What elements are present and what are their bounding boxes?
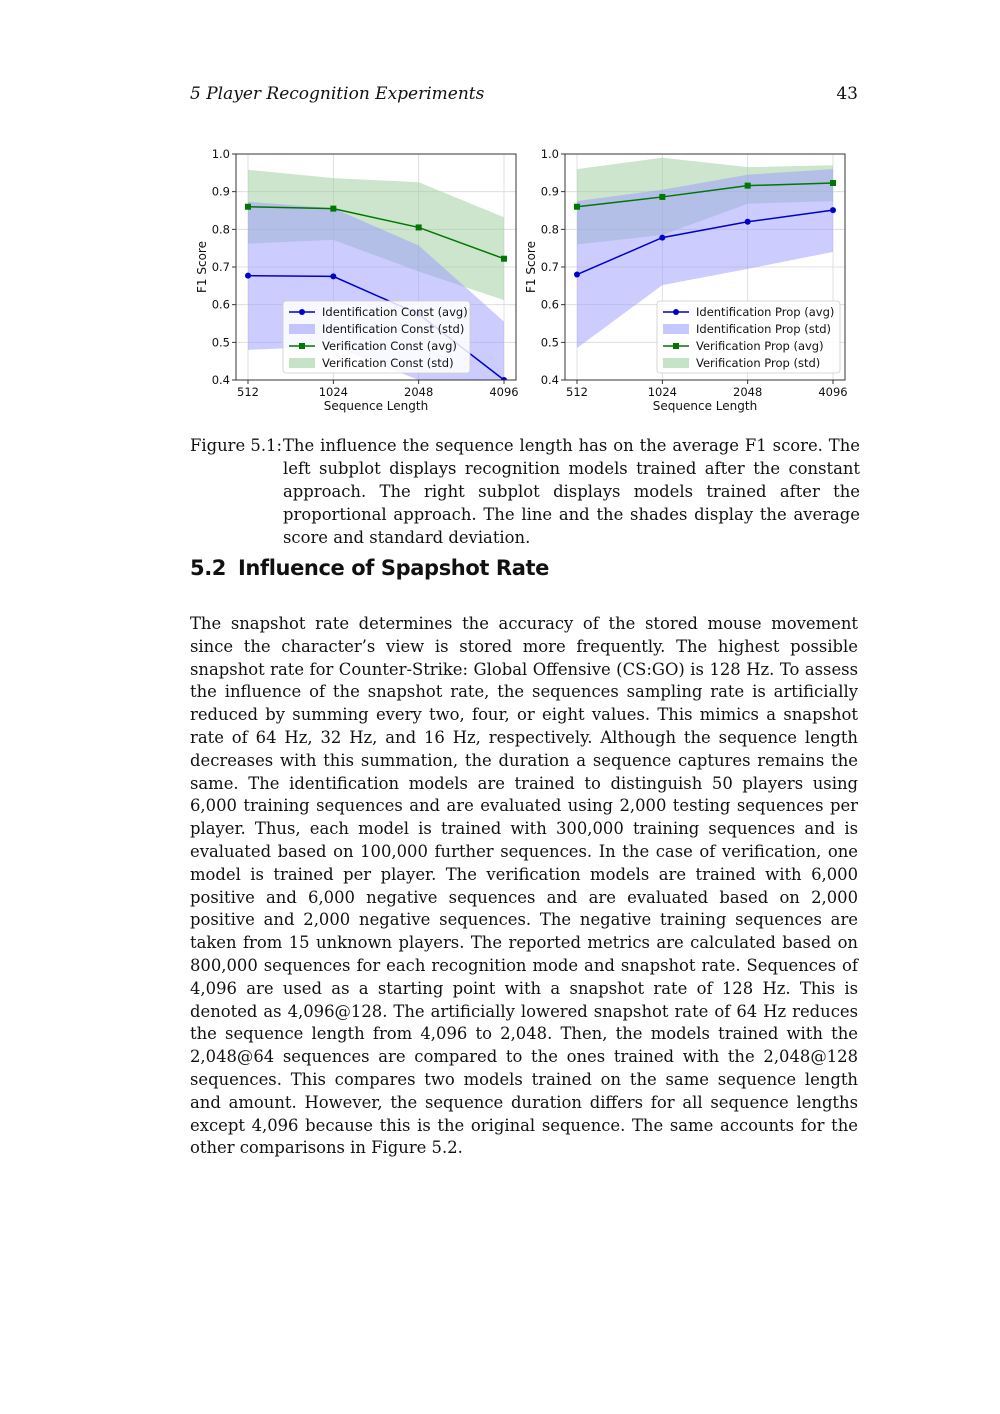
x-tick-label: 512 [237,385,259,399]
chapter-title: 5 Player Recognition Experiments [190,84,485,104]
x-axis-label: Sequence Length [652,399,758,413]
caption-text: The influence the sequence length has on the average F1 score. The left subplot displays recognition models trained after the constant approach. The right subplot displays models trained after the proportional approach. The line and the shades display the average score and standard deviation. [283,436,860,547]
legend [657,301,840,373]
y-axis-label: F1 Score [195,241,209,293]
y-tick-label: 0.8 [211,222,230,237]
body-paragraph: The snapshot rate determines the accuracy of the stored mouse movement since the character’s view is stored more frequently. The highest possible snapshot rate for Counter-Strike: Global Offensive (CS:GO) is 128 Hz. To assess the influence of the snapshot rate, the sequences sampling rate is artificially reduced by summing every two, four, or eight values. This mimics a snapshot rate of 64 Hz, 32 Hz, and 16 Hz, respectively. Although the sequence length decreases with this summation, the duration a sequence captures remains the same. The identification models are trained to distinguish 50 players using 6,000 training sequences and are evaluated using 2,000 testing sequences per player. Thus, each model is trained with 300,000 training sequences and is evaluated based on 100,000 further sequences. In the case of verification, one model is trained per player. The verification models are trained with 6,000 positive and 6,000 negative sequences and are evaluated based on 2,000 positive and 2,000 negative sequences. The negative training sequences are taken from 15 unknown players. The reported metrics are calculated based on 800,000 sequences for each recognition mode and snapshot rate. Sequences of 4,096 are used as a starting point with a snapshot rate of 128 Hz. This is denoted as 4,096@128. The artificially lowered snapshot rate of 64 Hz reduces the sequence length from 4,096 to 2,048. Then, the models trained with the 2,048@64 sequences are compared to the ones trained with the 2,048@128 sequences. This compares two models trained on the same sequence length and amount. However, the sequence duration differs for all sequence lengths except 4,096 because this is the original sequence. The same accounts for the other comparisons in Figure 5.2. [190,614,858,1158]
legend-label: Identification Const (std) [322,322,465,336]
y-tick-label: 0.7 [211,260,230,274]
y-axis-label: F1 Score [524,241,538,293]
chart-left [190,140,525,420]
chart-right [520,140,860,420]
data-point [330,206,336,212]
x-tick-label: 2048 [404,385,434,399]
legend-marker [673,309,679,315]
legend-marker [673,343,679,349]
running-header [190,84,858,108]
y-tick-label: 1.0 [540,147,559,161]
y-tick-label: 0.8 [540,222,559,237]
data-point [830,207,836,213]
figure-5-1 [190,140,860,420]
legend-label: Verification Prop (avg) [696,339,824,353]
legend-swatch [663,324,689,334]
legend-label: Verification Prop (std) [696,356,821,370]
data-point [745,183,751,189]
data-point [416,224,422,230]
legend [283,301,470,373]
y-tick-label: 0.4 [211,373,230,387]
section-title: Influence of Spapshot Rate [238,556,549,580]
y-tick-label: 0.4 [540,373,559,387]
data-point [659,194,665,200]
page-number: 43 [836,84,858,104]
x-axis-label: Sequence Length [323,399,429,413]
y-tick-label: 0.5 [211,335,230,350]
figure-caption [190,434,860,549]
data-point [574,204,580,210]
legend-swatch [289,358,315,368]
section-number: 5.2 [190,556,227,580]
x-tick-label: 1024 [318,385,348,399]
legend-label: Identification Prop (std) [696,322,832,336]
legend-swatch [663,358,689,368]
data-point [501,256,507,262]
y-tick-label: 0.9 [211,184,230,199]
section-heading [190,556,549,580]
legend-label: Identification Prop (avg) [696,305,835,319]
data-point [745,219,751,225]
x-tick-label: 4096 [818,385,848,399]
caption-label: Figure 5.1: [190,436,282,455]
legend-marker [299,343,305,349]
x-tick-label: 2048 [733,385,763,399]
y-tick-label: 0.6 [211,297,230,312]
legend-label: Verification Const (avg) [322,339,457,353]
x-tick-label: 1024 [647,385,677,399]
legend-marker [299,309,305,315]
y-tick-label: 0.9 [540,184,559,199]
y-tick-label: 0.6 [540,297,559,312]
y-tick-label: 1.0 [211,147,230,161]
y-tick-label: 0.5 [540,335,559,350]
data-point [245,273,251,279]
data-point [245,204,251,210]
data-point [330,273,336,279]
data-point [574,272,580,278]
legend-label: Identification Const (avg) [322,305,468,319]
data-point [659,235,665,241]
legend-swatch [289,324,315,334]
x-tick-label: 512 [566,385,588,399]
y-tick-label: 0.7 [540,260,559,274]
legend-label: Verification Const (std) [322,356,454,370]
x-tick-label: 4096 [489,385,519,399]
data-point [830,180,836,186]
